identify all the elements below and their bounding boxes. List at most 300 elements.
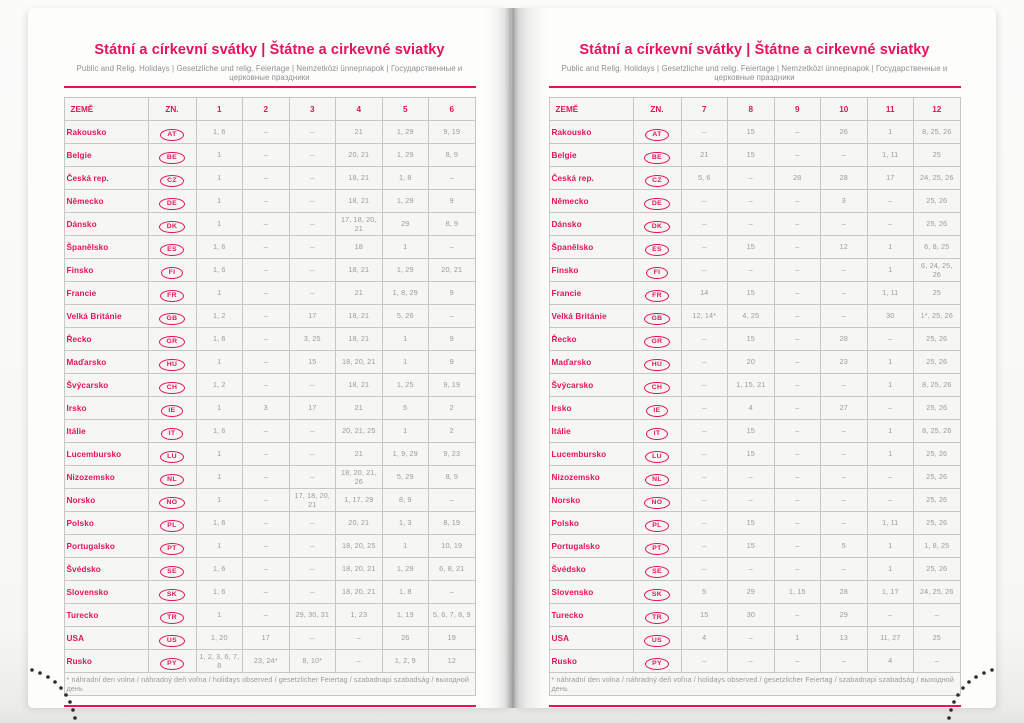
holiday-dates-cell: 21 [681,144,728,167]
holiday-dates-cell: 1 [867,351,914,374]
table-row [549,305,960,328]
holiday-dates-cell: – [289,420,336,443]
country-code-cell [148,558,196,581]
holiday-dates-cell: – [728,489,775,512]
holiday-dates-cell: – [681,535,728,558]
holiday-dates-cell: 19 [429,627,476,650]
holiday-dates-cell: 3 [243,397,290,420]
holiday-dates-cell: – [681,374,728,397]
country-code-badge: PT [160,543,185,555]
holiday-dates-cell: – [243,604,290,627]
country-code-cell [633,305,681,328]
holiday-dates-cell: – [243,535,290,558]
holiday-dates-cell: – [774,535,821,558]
holiday-dates-cell: – [728,259,775,282]
country-name: Irsko [549,397,633,420]
holiday-dates-cell: – [821,466,868,489]
holiday-dates-cell: 20, 21 [336,144,383,167]
table-row [549,236,960,259]
table-row [64,650,475,673]
holiday-dates-cell: – [867,397,914,420]
country-name: Německo [549,190,633,213]
country-name: Finsko [64,259,148,282]
country-code-cell [633,236,681,259]
holiday-dates-cell: 27 [821,397,868,420]
holiday-dates-cell: – [243,144,290,167]
country-name: Francie [64,282,148,305]
holiday-dates-cell: – [336,627,383,650]
holiday-dates-cell: – [728,627,775,650]
table-row [64,190,475,213]
holiday-dates-cell: 3, 25 [289,328,336,351]
holiday-dates-cell: 9, 19 [429,121,476,144]
country-code-cell [633,397,681,420]
table-row [549,535,960,558]
holiday-dates-cell: – [821,558,868,581]
country-code-cell [633,627,681,650]
holiday-dates-cell: – [243,213,290,236]
holiday-dates-cell: – [243,259,290,282]
holiday-dates-cell: 9 [429,328,476,351]
table-row [549,627,960,650]
holiday-dates-cell: – [774,236,821,259]
country-code-badge: CH [159,382,185,394]
table-row [64,351,475,374]
country-code-badge: GR [159,336,185,348]
holiday-dates-cell: 3 [821,190,868,213]
country-code-cell [633,420,681,443]
country-code-badge: SK [644,589,669,601]
holiday-dates-cell: 6, 8, 25 [914,236,961,259]
holiday-dates-cell: – [821,305,868,328]
table-row [549,144,960,167]
holiday-dates-cell: 15 [728,121,775,144]
holiday-dates-cell: – [774,443,821,466]
holiday-dates-cell: 5, 6 [681,167,728,190]
country-name: Dánsko [64,213,148,236]
holiday-dates-cell: – [289,535,336,558]
holiday-dates-cell: – [681,190,728,213]
holiday-dates-cell: 1, 6 [196,121,243,144]
holiday-dates-cell: 1 [196,190,243,213]
holiday-dates-cell: 25, 26 [914,443,961,466]
country-name: Finsko [549,259,633,282]
holiday-dates-cell: – [774,466,821,489]
holiday-dates-cell: 12 [821,236,868,259]
holiday-dates-cell: 1, 11 [867,144,914,167]
footnote-text: * náhradní den volna / náhradný deň voľna / holidays observed / gesetzlicher Feiertag / szabadnapi szabadság / выходной день [64,673,475,696]
country-code-badge: CZ [645,175,670,187]
country-code-badge: TR [160,612,185,624]
header-row [549,98,960,121]
holiday-dates-cell: – [243,558,290,581]
country-name: Česká rep. [549,167,633,190]
col-header-month-1: 1 [196,98,243,121]
holiday-dates-cell: – [429,236,476,259]
holiday-dates-cell: – [243,420,290,443]
table-row [549,328,960,351]
footnote-row [549,673,960,696]
holiday-dates-cell: – [289,374,336,397]
holiday-dates-cell: – [681,259,728,282]
table-row [549,466,960,489]
holiday-dates-cell: – [774,351,821,374]
holiday-dates-cell: 1, 6 [196,328,243,351]
holiday-dates-cell: 25, 26 [914,328,961,351]
holiday-dates-cell: 25, 26 [914,466,961,489]
holiday-dates-cell: – [243,328,290,351]
holiday-dates-cell: 1 [382,535,429,558]
holiday-dates-cell: 25 [914,627,961,650]
country-code-badge: SE [645,566,670,578]
holiday-dates-cell: 1, 29 [382,558,429,581]
holiday-dates-cell: – [429,489,476,512]
country-name: Francie [549,282,633,305]
holiday-dates-cell: 1 [867,121,914,144]
holiday-dates-cell: 26 [382,627,429,650]
holiday-dates-cell: 17 [243,627,290,650]
holiday-dates-cell: 30 [867,305,914,328]
holiday-dates-cell: 9, 23 [429,443,476,466]
table-row [64,466,475,489]
country-name: Irsko [64,397,148,420]
country-code-badge: BE [644,152,669,164]
col-header-code: ZN. [148,98,196,121]
holiday-dates-cell: 1 [382,236,429,259]
country-code-badge: DK [644,221,670,233]
country-name: Španělsko [64,236,148,259]
holiday-dates-cell: 20, 21 [336,512,383,535]
table-row [64,604,475,627]
country-code-badge: GR [644,336,670,348]
holiday-dates-cell: – [336,650,383,673]
country-code-cell [633,121,681,144]
table-row [64,558,475,581]
holiday-dates-cell: 15 [728,443,775,466]
holiday-dates-cell: 1, 6 [196,558,243,581]
table-row [549,650,960,673]
holiday-dates-cell: 1, 6 [196,236,243,259]
table-row [549,374,960,397]
holiday-dates-cell: 1, 3 [382,512,429,535]
footnote-text: * náhradní den volna / náhradný deň voľna / holidays observed / gesetzlicher Feiertag / szabadnapi szabadság / выходной день [549,673,960,696]
holiday-dates-cell: – [243,282,290,305]
country-code-badge: CZ [160,175,185,187]
country-name: Řecko [64,328,148,351]
holiday-dates-cell: 1 [196,604,243,627]
table-row [549,259,960,282]
country-code-cell [148,489,196,512]
country-name: Španělsko [549,236,633,259]
country-code-badge: BE [159,152,184,164]
country-code-badge: TR [645,612,670,624]
holiday-dates-cell: 1 [196,489,243,512]
country-code-cell [148,121,196,144]
col-header-month-8: 8 [728,98,775,121]
country-code-cell [633,167,681,190]
holiday-dates-cell: – [243,466,290,489]
country-code-badge: SK [159,589,184,601]
holiday-dates-cell: – [289,581,336,604]
holiday-dates-cell: 25, 26 [914,213,961,236]
holiday-dates-cell: 1 [382,328,429,351]
country-name: Nizozemsko [549,466,633,489]
holiday-dates-cell: – [821,650,868,673]
holiday-dates-cell: – [774,512,821,535]
country-name: Portugalsko [549,535,633,558]
country-name: Rakousko [549,121,633,144]
holiday-dates-cell: 1, 29 [382,144,429,167]
holiday-dates-cell: 25 [914,282,961,305]
country-name: Belgie [549,144,633,167]
table-row [64,121,475,144]
holiday-dates-cell: 9 [429,351,476,374]
country-code-badge: GB [644,313,670,325]
holiday-dates-cell: 1 [196,466,243,489]
table-row [549,397,960,420]
table-row [64,282,475,305]
holiday-table-months-7-12 [549,97,961,696]
holiday-dates-cell: 21 [336,443,383,466]
country-code-cell [633,190,681,213]
holiday-dates-cell: 24, 25, 26 [914,581,961,604]
holiday-dates-cell: 30 [728,604,775,627]
holiday-dates-cell: – [774,305,821,328]
holiday-dates-cell: 1 [196,144,243,167]
header-row [64,98,475,121]
holiday-dates-cell: – [681,489,728,512]
country-code-badge: ES [160,244,185,256]
table-row [64,443,475,466]
table-row [549,604,960,627]
country-code-cell [148,581,196,604]
col-header-month-11: 11 [867,98,914,121]
country-code-cell [633,558,681,581]
holiday-dates-cell: – [914,650,961,673]
country-code-badge: IT [646,428,668,440]
holiday-dates-cell: – [728,650,775,673]
holiday-dates-cell: 4 [681,627,728,650]
country-code-cell [148,259,196,282]
country-code-badge: PL [160,520,185,532]
holiday-dates-cell: 29, 30, 31 [289,604,336,627]
holiday-dates-cell: 1 [196,535,243,558]
holiday-dates-cell: 28 [774,167,821,190]
holiday-dates-cell: – [774,374,821,397]
holiday-dates-cell: 17 [867,167,914,190]
holiday-dates-cell: – [243,489,290,512]
holiday-dates-cell: 11, 27 [867,627,914,650]
holiday-dates-cell: – [774,650,821,673]
holiday-dates-cell: 15 [681,604,728,627]
holiday-dates-cell: – [289,213,336,236]
holiday-dates-cell: – [774,328,821,351]
holiday-dates-cell: 8, 25, 26 [914,374,961,397]
table-row [549,558,960,581]
holiday-dates-cell: – [728,213,775,236]
country-name: Česká rep. [64,167,148,190]
country-code-badge: PY [160,658,185,670]
subtitle-rule [64,86,476,88]
country-code-cell [148,167,196,190]
country-code-badge: PT [645,543,670,555]
table-row [64,236,475,259]
holiday-dates-cell: 1 [196,397,243,420]
country-code-cell [633,282,681,305]
holiday-dates-cell: 15 [728,535,775,558]
holiday-dates-cell: – [867,213,914,236]
country-code-badge: LU [645,451,670,463]
holiday-dates-cell: – [681,213,728,236]
subtitle-rule [549,86,961,88]
holiday-dates-cell: 24, 25, 26 [914,167,961,190]
holiday-dates-cell: – [681,397,728,420]
holiday-dates-cell: 9, 19 [429,374,476,397]
country-code-cell [148,420,196,443]
holiday-dates-cell: – [821,512,868,535]
country-name: Norsko [549,489,633,512]
holiday-dates-cell: – [243,374,290,397]
holiday-dates-cell: 17 [289,305,336,328]
country-name: Švédsko [549,558,633,581]
holiday-dates-cell: 21 [336,121,383,144]
holiday-dates-cell: 1, 9, 29 [382,443,429,466]
holiday-dates-cell: – [774,282,821,305]
holiday-dates-cell: 21 [336,282,383,305]
holiday-dates-cell: – [243,305,290,328]
page-right-content [549,8,961,707]
holiday-dates-cell: 8, 9 [429,144,476,167]
holiday-dates-cell: – [289,627,336,650]
holiday-dates-cell: 5 [382,397,429,420]
col-header-country: ZEMĚ [64,98,148,121]
holiday-dates-cell: 29 [728,581,775,604]
country-code-cell [633,512,681,535]
holiday-dates-cell: 1, 17 [867,581,914,604]
country-name: Švédsko [64,558,148,581]
col-header-month-7: 7 [681,98,728,121]
holiday-dates-cell: – [681,558,728,581]
country-name: Velká Británie [64,305,148,328]
country-code-cell [148,512,196,535]
country-name: Norsko [64,489,148,512]
holiday-dates-cell: – [821,213,868,236]
holiday-dates-cell: – [774,489,821,512]
table-row [549,213,960,236]
country-code-cell [148,443,196,466]
country-code-badge: NL [160,474,185,486]
holiday-dates-cell: – [728,167,775,190]
holiday-dates-cell: 29 [382,213,429,236]
country-name: Německo [64,190,148,213]
holiday-dates-cell: 5 [681,581,728,604]
holiday-dates-cell: 1, 6 [196,259,243,282]
holiday-dates-cell: – [821,420,868,443]
country-name: Rakousko [64,121,148,144]
country-code-badge: DK [159,221,185,233]
holiday-dates-cell: – [774,420,821,443]
holiday-dates-cell: 6, 24, 25, 26 [914,259,961,282]
holiday-dates-cell: 26 [821,121,868,144]
country-code-badge: IE [161,405,183,417]
holiday-dates-cell: 1, 6 [196,420,243,443]
holiday-dates-cell: 2 [429,397,476,420]
holiday-dates-cell: 21 [336,397,383,420]
country-code-cell [633,466,681,489]
holiday-dates-cell: 1 [867,259,914,282]
holiday-dates-cell: 12 [429,650,476,673]
holiday-dates-cell: 9 [429,282,476,305]
holiday-dates-cell: – [243,351,290,374]
holiday-dates-cell: – [289,558,336,581]
country-code-cell [633,213,681,236]
country-code-badge: PY [645,658,670,670]
holiday-dates-cell: – [914,604,961,627]
country-name: Švýcarsko [64,374,148,397]
bottom-rule [64,705,476,707]
holiday-dates-cell: 1 [196,282,243,305]
holiday-dates-cell: 1, 2, 9 [382,650,429,673]
col-header-month-6: 6 [429,98,476,121]
holiday-dates-cell: 8, 19 [429,512,476,535]
holiday-dates-cell: 25 [914,144,961,167]
country-name: Velká Británie [549,305,633,328]
table-row [549,512,960,535]
col-header-month-9: 9 [774,98,821,121]
holiday-dates-cell: – [243,190,290,213]
holiday-dates-cell: 1, 2, 3, 6, 7, 8 [196,650,243,673]
holiday-dates-cell: 15 [289,351,336,374]
country-code-badge: SE [160,566,185,578]
country-code-cell [633,489,681,512]
holiday-dates-cell: – [867,604,914,627]
country-code-cell [148,650,196,673]
bottom-rule [549,705,961,707]
holiday-dates-cell: 4 [867,650,914,673]
country-code-cell [148,282,196,305]
country-name: Lucembursko [64,443,148,466]
table-row [64,374,475,397]
holiday-dates-cell: – [289,236,336,259]
holiday-dates-cell: – [774,190,821,213]
country-code-badge: FR [645,290,670,302]
col-header-month-4: 4 [336,98,383,121]
holiday-dates-cell: 18, 20, 21 [336,581,383,604]
country-name: Polsko [549,512,633,535]
holiday-dates-cell: 1, 17, 29 [336,489,383,512]
holiday-dates-cell: 1 [774,627,821,650]
page-title: Státní a církevní svátky | Štátne a cirkevné sviatky [94,42,445,58]
holiday-dates-cell: – [289,190,336,213]
holiday-dates-cell: 8, 9 [429,466,476,489]
country-code-badge: HU [644,359,670,371]
holiday-dates-cell: 28 [821,328,868,351]
holiday-table-months-1-6 [64,97,476,696]
country-code-cell [148,190,196,213]
country-code-cell [148,213,196,236]
country-name: Slovensko [64,581,148,604]
table-row [549,351,960,374]
holiday-dates-cell: 5 [821,535,868,558]
holiday-dates-cell: – [821,282,868,305]
col-header-month-10: 10 [821,98,868,121]
country-code-cell [148,305,196,328]
country-name: Portugalsko [64,535,148,558]
holiday-dates-cell: – [774,259,821,282]
holiday-dates-cell: 17, 18, 20, 21 [336,213,383,236]
table-row [64,512,475,535]
perforation-dots-icon [938,667,1000,721]
